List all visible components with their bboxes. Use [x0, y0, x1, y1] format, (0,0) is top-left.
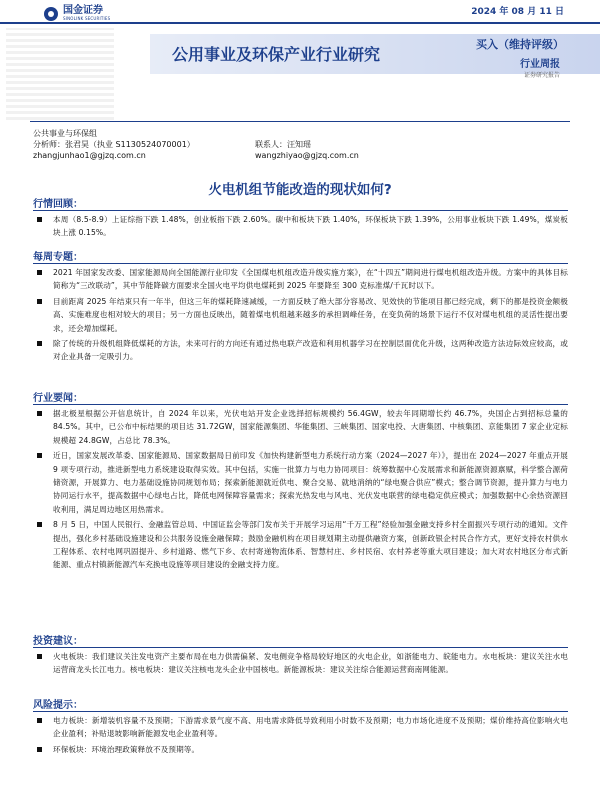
list-item: 环保板块：环境治理政策释放不及预期等。 [33, 743, 568, 756]
list-item: 目前距离 2025 年结束只有一年半，但这三年的煤耗降速减缓，一方面反映了绝大部分容易改、见效快的节能项目都已经完成，剩下的都是投资金额极高、实施难度也相对较大的项目；另一方面也反映出，随着煤电机组越来越多的承担调峰任务，在变负荷的场景下运行不仅对煤电机组的灵活性提出要求，还会增加煤耗。 [33, 295, 568, 335]
rating-label: 买入（维持评级） [476, 38, 564, 51]
section-market-review [33, 195, 568, 240]
report-header [0, 0, 600, 118]
section-title: 投资建议： [33, 632, 568, 648]
list-item: 2021 年国家发改委、国家能源局向全国能源行业印发《全国煤电机组改造升级实施方案》，在“十四五”期间进行煤电机组改造升级。方案中的具体目标简称为“三改联动”，其中节能降碳方面要求全国火电平均供电煤耗到 2025 年要降至 300 克标准煤/千瓦时以下。 [33, 266, 568, 293]
contact-person: 联系人：汪知瑶 [255, 140, 311, 149]
section-title: 每周专题： [33, 248, 568, 264]
report-title: 公用事业及环保产业行业研究 [172, 45, 381, 64]
report-category: 证券研究报告 [523, 72, 560, 79]
section-title: 风险提示： [33, 696, 568, 712]
contact-email[interactable]: wangzhiyao@gjzq.com.cn [255, 151, 359, 160]
list-item: 据北极星根据公开信息统计，自 2024 年以来，光伏电站开发企业选择招标规模约 56.4GW，较去年同期增长约 46.7%，央国企占到招标总量的 84.5%。其中，已公布中标结果的项目达 31.72GW，国家能源集团、华能集团、三峡集团、国家电投、大唐集团、中核集团、京能集团 7 家企业定标规模超 24.8GW，占总比 78.3%。 [33, 407, 568, 447]
list-item: 本周（8.5-8.9）上证综指下跌 1.48%，创业板指下跌 2.60%。碳中和板块下跌 1.40%，环保板块下跌 1.39%，公用事业板块下跌 1.49%，煤炭板块上涨 0.15%。 [33, 213, 568, 240]
logo-name-cn: 国金证券 [63, 5, 103, 16]
list-item: 电力板块：新增装机容量不及预期；下游需求景气度不高、用电需求降低导致利用小时数不及预期；电力市场化进度不及预期；煤价维持高位影响火电企业盈利；补贴退坡影响新能源发电企业盈利等。 [33, 714, 568, 741]
logo-icon [44, 7, 58, 21]
analyst-email[interactable]: zhangjunhao1@gjzq.com.cn [33, 151, 146, 160]
section-weekly-topic [33, 248, 568, 364]
logo-name-en: SINOLINK SECURITIES [63, 16, 111, 21]
list-item: 8 月 5 日，中国人民银行、金融监管总局、中国证监会等部门发布关于开展学习运用“千万工程”经验加强金融支持乡村全面振兴专项行动的通知。文件提出，强化乡村基础设施建设和公共服务设施金融保障；鼓励金融机构在项目规划期主动提供融资方案，创新政银企村民合作方式，更好支持农村供水工程体系、农村电网巩固提升、乡村道路、燃气下乡、农村寄递物流体系、智慧村庄、乡村民宿、农村养老等重大项目建设；加大对农村地区分布式新能源、重点村镇新能源汽车充换电设施等项目建设的金融支持力度。 [33, 518, 568, 572]
section-title: 行情回顾： [33, 195, 568, 211]
section-industry-news [33, 389, 568, 572]
report-date: 2024 年 08 月 11 日 [471, 7, 564, 17]
industry-group: 公共事业与环保组 [33, 129, 97, 138]
author-info [33, 128, 359, 161]
section-title: 行业要闻： [33, 389, 568, 405]
list-item: 除了传统的升级机组降低煤耗的方法，未来可行的方向还有通过热电联产改造和利用机器学习在控制层面优化升级，这两种改造方法边际效应较高，或对企业具备一定吸引力。 [33, 337, 568, 364]
header-bottom-divider [30, 121, 570, 122]
main-title: 火电机组节能改造的现状如何? [208, 182, 392, 198]
company-logo [44, 6, 110, 21]
section-investment-advice [33, 632, 568, 677]
watermark-pattern [6, 28, 114, 120]
analyst-info: 分析师：张君昊（执业 S1130524070001） [33, 140, 195, 149]
report-type: 行业周报 [520, 59, 560, 70]
section-risk-warning [33, 696, 568, 756]
list-item: 火电板块：我们建议关注发电资产主要布局在电力供需偏紧、发电侧竞争格局较好地区的火电企业，如浙能电力、皖能电力。水电板块：建议关注水电运营商龙头长江电力。核电板块：建议关注核电龙头企业中国核电。新能源板块：建议关注综合能源运营商南网能源。 [33, 650, 568, 677]
list-item: 近日，国家发展改革委、国家能源局、国家数据局日前印发《加快构建新型电力系统行动方案（2024—2027 年）》，提出在 2024—2027 年重点开展 9 项专项行动，推进新型电力系统建设取得实效。其中包括，实施一批算力与电力协同项目：统筹数据中心发展需求和新能源资源禀赋，科学整合源荷储资源，开展算力、电力基础设施协同规划布局；探索新能源就近供电、聚合交易、就地消纳的“绿电聚合供应”模式；整合调节资源，提升算力与电力协同运行水平，提高数据中心绿电占比，降低电网保障容量需求；探索光热发电与风电、光伏发电联营的绿电稳定供应模式；加强数据中心余热资源回收利用，满足周边地区用热需求。 [33, 449, 568, 516]
header-divider [0, 22, 600, 24]
